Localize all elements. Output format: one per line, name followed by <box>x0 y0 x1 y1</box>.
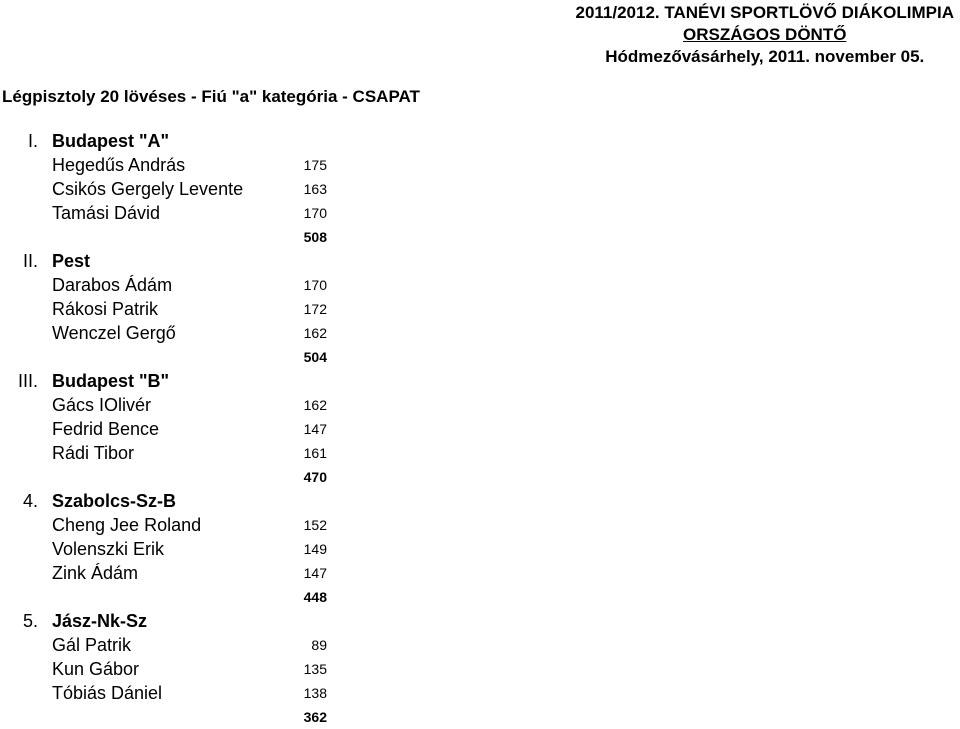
category-title: Légpisztoly 20 lövéses - Fiú "a" kategória - CSAPAT <box>2 87 420 106</box>
team-heading-row <box>0 609 400 633</box>
team-total: 448 <box>303 589 327 605</box>
team-block <box>0 249 400 369</box>
document-header <box>575 2 954 68</box>
member-name: Tóbiás Dániel <box>52 683 163 703</box>
team-name: Pest <box>52 251 91 271</box>
results-list <box>0 129 400 729</box>
team-total-row <box>0 585 400 609</box>
team-heading-row <box>0 249 400 273</box>
competition-subtitle: ORSZÁGOS DÖNTŐ <box>683 25 847 44</box>
team-total-row <box>0 705 400 729</box>
member-name: Rádi Tibor <box>52 443 135 463</box>
member-name: Rákosi Patrik <box>52 299 159 319</box>
member-score: 162 <box>303 397 327 413</box>
member-row <box>0 417 400 441</box>
member-score: 175 <box>303 157 327 173</box>
team-block <box>0 609 400 729</box>
member-name: Gál Patrik <box>52 635 132 655</box>
member-name: Volenszki Erik <box>52 539 165 559</box>
team-heading-row <box>0 129 400 153</box>
member-row <box>0 297 400 321</box>
team-name: Jász-Nk-Sz <box>52 611 148 631</box>
team-rank: I. <box>27 131 38 151</box>
team-name: Szabolcs-Sz-B <box>52 491 177 511</box>
team-total: 504 <box>303 349 327 365</box>
member-row <box>0 393 400 417</box>
member-name: Hegedűs András <box>52 155 186 175</box>
member-name: Tamási Dávid <box>52 203 161 223</box>
team-heading-row <box>0 369 400 393</box>
team-rank: III. <box>17 371 38 391</box>
member-row <box>0 633 400 657</box>
team-name: Budapest "B" <box>52 371 170 391</box>
member-row <box>0 561 400 585</box>
team-total: 362 <box>303 709 327 725</box>
member-name: Kun Gábor <box>52 659 140 679</box>
team-rank: 5. <box>22 611 38 631</box>
member-row <box>0 153 400 177</box>
member-name: Cheng Jee Roland <box>52 515 202 535</box>
member-score: 161 <box>303 445 327 461</box>
team-total-row <box>0 225 400 249</box>
member-score: 170 <box>303 205 327 221</box>
member-row <box>0 513 400 537</box>
member-score: 138 <box>303 685 327 701</box>
member-score: 162 <box>303 325 327 341</box>
team-heading-row <box>0 489 400 513</box>
venue-date: Hódmezővásárhely, 2011. november 05. <box>605 47 925 66</box>
member-score: 170 <box>303 277 327 293</box>
member-row <box>0 537 400 561</box>
team-name: Budapest "A" <box>52 131 170 151</box>
team-block <box>0 489 400 609</box>
member-score: 163 <box>303 181 327 197</box>
member-row <box>0 321 400 345</box>
member-name: Fedrid Bence <box>52 419 160 439</box>
competition-title: 2011/2012. TANÉVI SPORTLÖVŐ DIÁKOLIMPIA <box>575 3 954 22</box>
team-rank: II. <box>22 251 38 271</box>
team-total-row <box>0 345 400 369</box>
member-score: 172 <box>303 301 327 317</box>
member-row <box>0 177 400 201</box>
team-total: 508 <box>303 229 327 245</box>
member-row <box>0 657 400 681</box>
member-score: 152 <box>303 517 327 533</box>
member-name: Gács IOlivér <box>52 395 152 415</box>
member-score: 135 <box>303 661 327 677</box>
member-score: 149 <box>303 541 327 557</box>
team-total: 470 <box>303 469 327 485</box>
member-score: 147 <box>303 565 327 581</box>
member-row <box>0 201 400 225</box>
member-row <box>0 441 400 465</box>
team-block <box>0 129 400 249</box>
team-total-row <box>0 465 400 489</box>
team-rank: 4. <box>22 491 38 511</box>
member-name: Wenczel Gergő <box>52 323 176 343</box>
member-name: Csikós Gergely Levente <box>52 179 244 199</box>
member-row <box>0 681 400 705</box>
member-name: Zink Ádám <box>52 563 139 583</box>
member-name: Darabos Ádám <box>52 275 173 295</box>
member-score: 89 <box>311 637 327 653</box>
team-block <box>0 369 400 489</box>
member-score: 147 <box>303 421 327 437</box>
member-row <box>0 273 400 297</box>
